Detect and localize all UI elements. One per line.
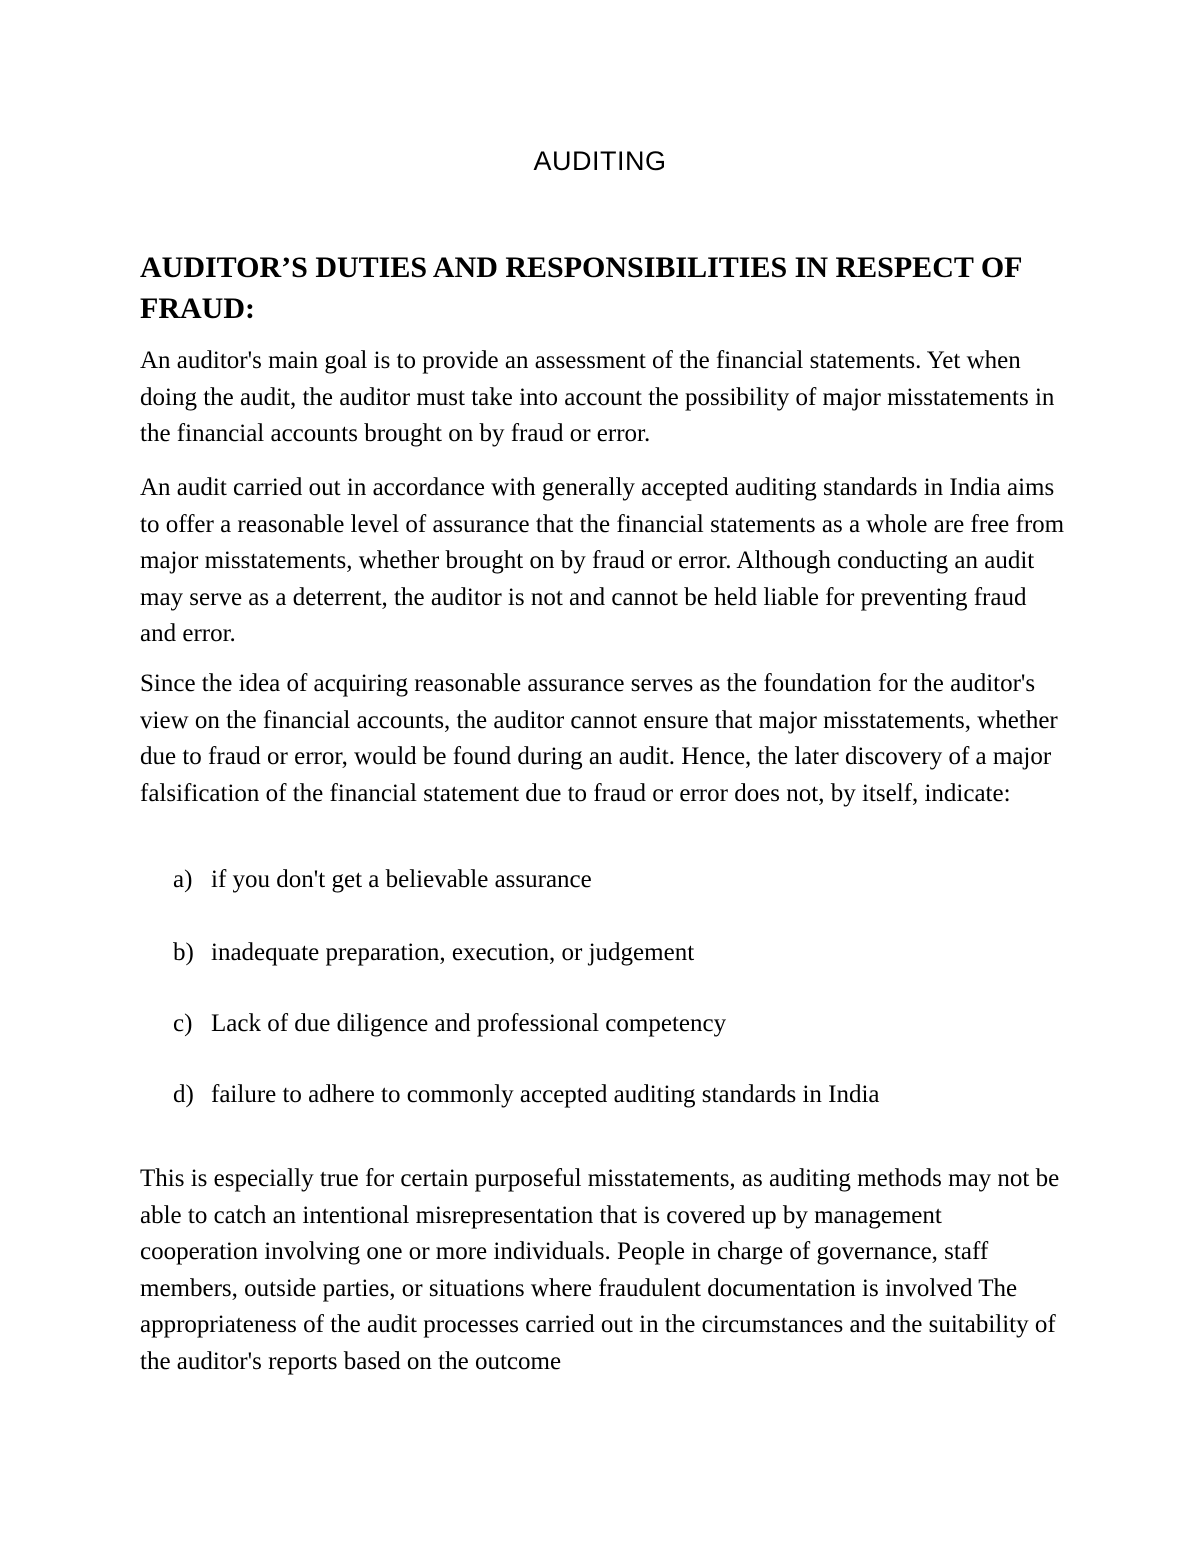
paragraph-4: This is especially true for certain purposeful misstatements, as auditing methods may not be able to catch an intentional misrepresentation that is covered up by management cooperation involving one or more individuals. People in charge of governance, staff members, outside parties, or situations where fraudulent documentation is involved The appropriateness of the audit processes carried out in the circumstances and the suitability of the auditor's reports based on the outcome bbox=[140, 1165, 1060, 1375]
list-marker: a) bbox=[173, 866, 193, 893]
list-item-text: Lack of due diligence and professional competency bbox=[211, 1010, 727, 1037]
paragraph-1: An auditor's main goal is to provide an assessment of the financial statements. Yet when doing the audit, the auditor must take into account the possibility of major misstatements in the financial accounts brought on by fraud or error. bbox=[140, 347, 1055, 447]
list-item-text: failure to adhere to commonly accepted auditing standards in India bbox=[211, 1081, 880, 1108]
list-item-text: if you don't get a believable assurance bbox=[211, 866, 592, 893]
paragraph-3: Since the idea of acquiring reasonable assurance serves as the foundation for the auditor's view on the financial accounts, the auditor cannot ensure that major misstatements, whether due to fraud or error, would be found during an audit. Hence, the later discovery of a major falsification of the financial statement due to fraud or error does not, by itself, indicate: bbox=[140, 670, 1058, 807]
list-marker: d) bbox=[173, 1081, 194, 1108]
list-item-text: inadequate preparation, execution, or judgement bbox=[211, 939, 695, 966]
section-heading: AUDITOR’S DUTIES AND RESPONSIBILITIES IN RESPECT OF FRAUD: bbox=[140, 251, 1022, 325]
list-item bbox=[173, 935, 694, 971]
page-title: AUDITING bbox=[533, 146, 667, 176]
list-marker: b) bbox=[173, 939, 194, 966]
list-item bbox=[173, 1077, 880, 1113]
list-marker: c) bbox=[173, 1010, 193, 1037]
list-item bbox=[173, 862, 592, 898]
list-item bbox=[173, 1006, 726, 1042]
paragraph-2: An audit carried out in accordance with generally accepted auditing standards in India aims to offer a reasonable level of assurance that the financial statements as a whole are free from major misstatements, whether brought on by fraud or error. Although conducting an audit may serve as a deterrent, the auditor is not and cannot be held liable for preventing fraud and error. bbox=[140, 474, 1065, 647]
